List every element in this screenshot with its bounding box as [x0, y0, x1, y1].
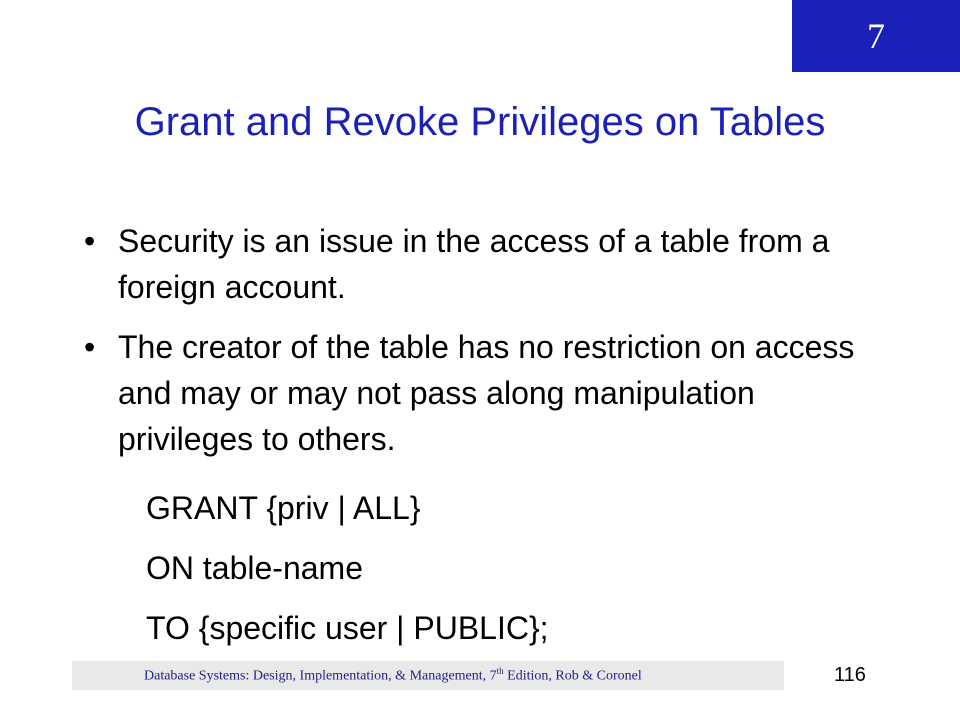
sql-line-grant: GRANT {priv | ALL} — [146, 490, 421, 526]
sql-line-on: ON table-name — [146, 550, 363, 586]
slide-title: Grant and Revoke Privileges on Tables — [134, 100, 826, 144]
footer-text-before: Database Systems: Design, Implementation, & Management, 7 — [144, 668, 497, 684]
sql-syntax-block — [146, 485, 549, 665]
sql-line-to: TO {specific user | PUBLIC}; — [146, 610, 549, 646]
bullet-text: Security is an issue in the access of a table from a foreign account. — [118, 223, 830, 305]
chapter-number: 7 — [867, 16, 885, 56]
footer-bar — [72, 661, 784, 690]
footer-text-after: Edition, Rob & Coronel — [503, 668, 642, 684]
bullet-item — [84, 324, 884, 462]
footer-superscript: th — [496, 666, 504, 677]
page-number: 116 — [834, 664, 866, 686]
footer-citation — [72, 666, 642, 685]
bullet-item — [84, 218, 884, 310]
bullet-text: The creator of the table has no restriction on access and may or may not pass along manipulation privileges to others. — [118, 329, 855, 457]
chapter-badge — [792, 0, 960, 72]
bullet-list — [84, 218, 884, 476]
bullet-icon: • — [84, 223, 96, 259]
bullet-icon: • — [84, 329, 96, 365]
